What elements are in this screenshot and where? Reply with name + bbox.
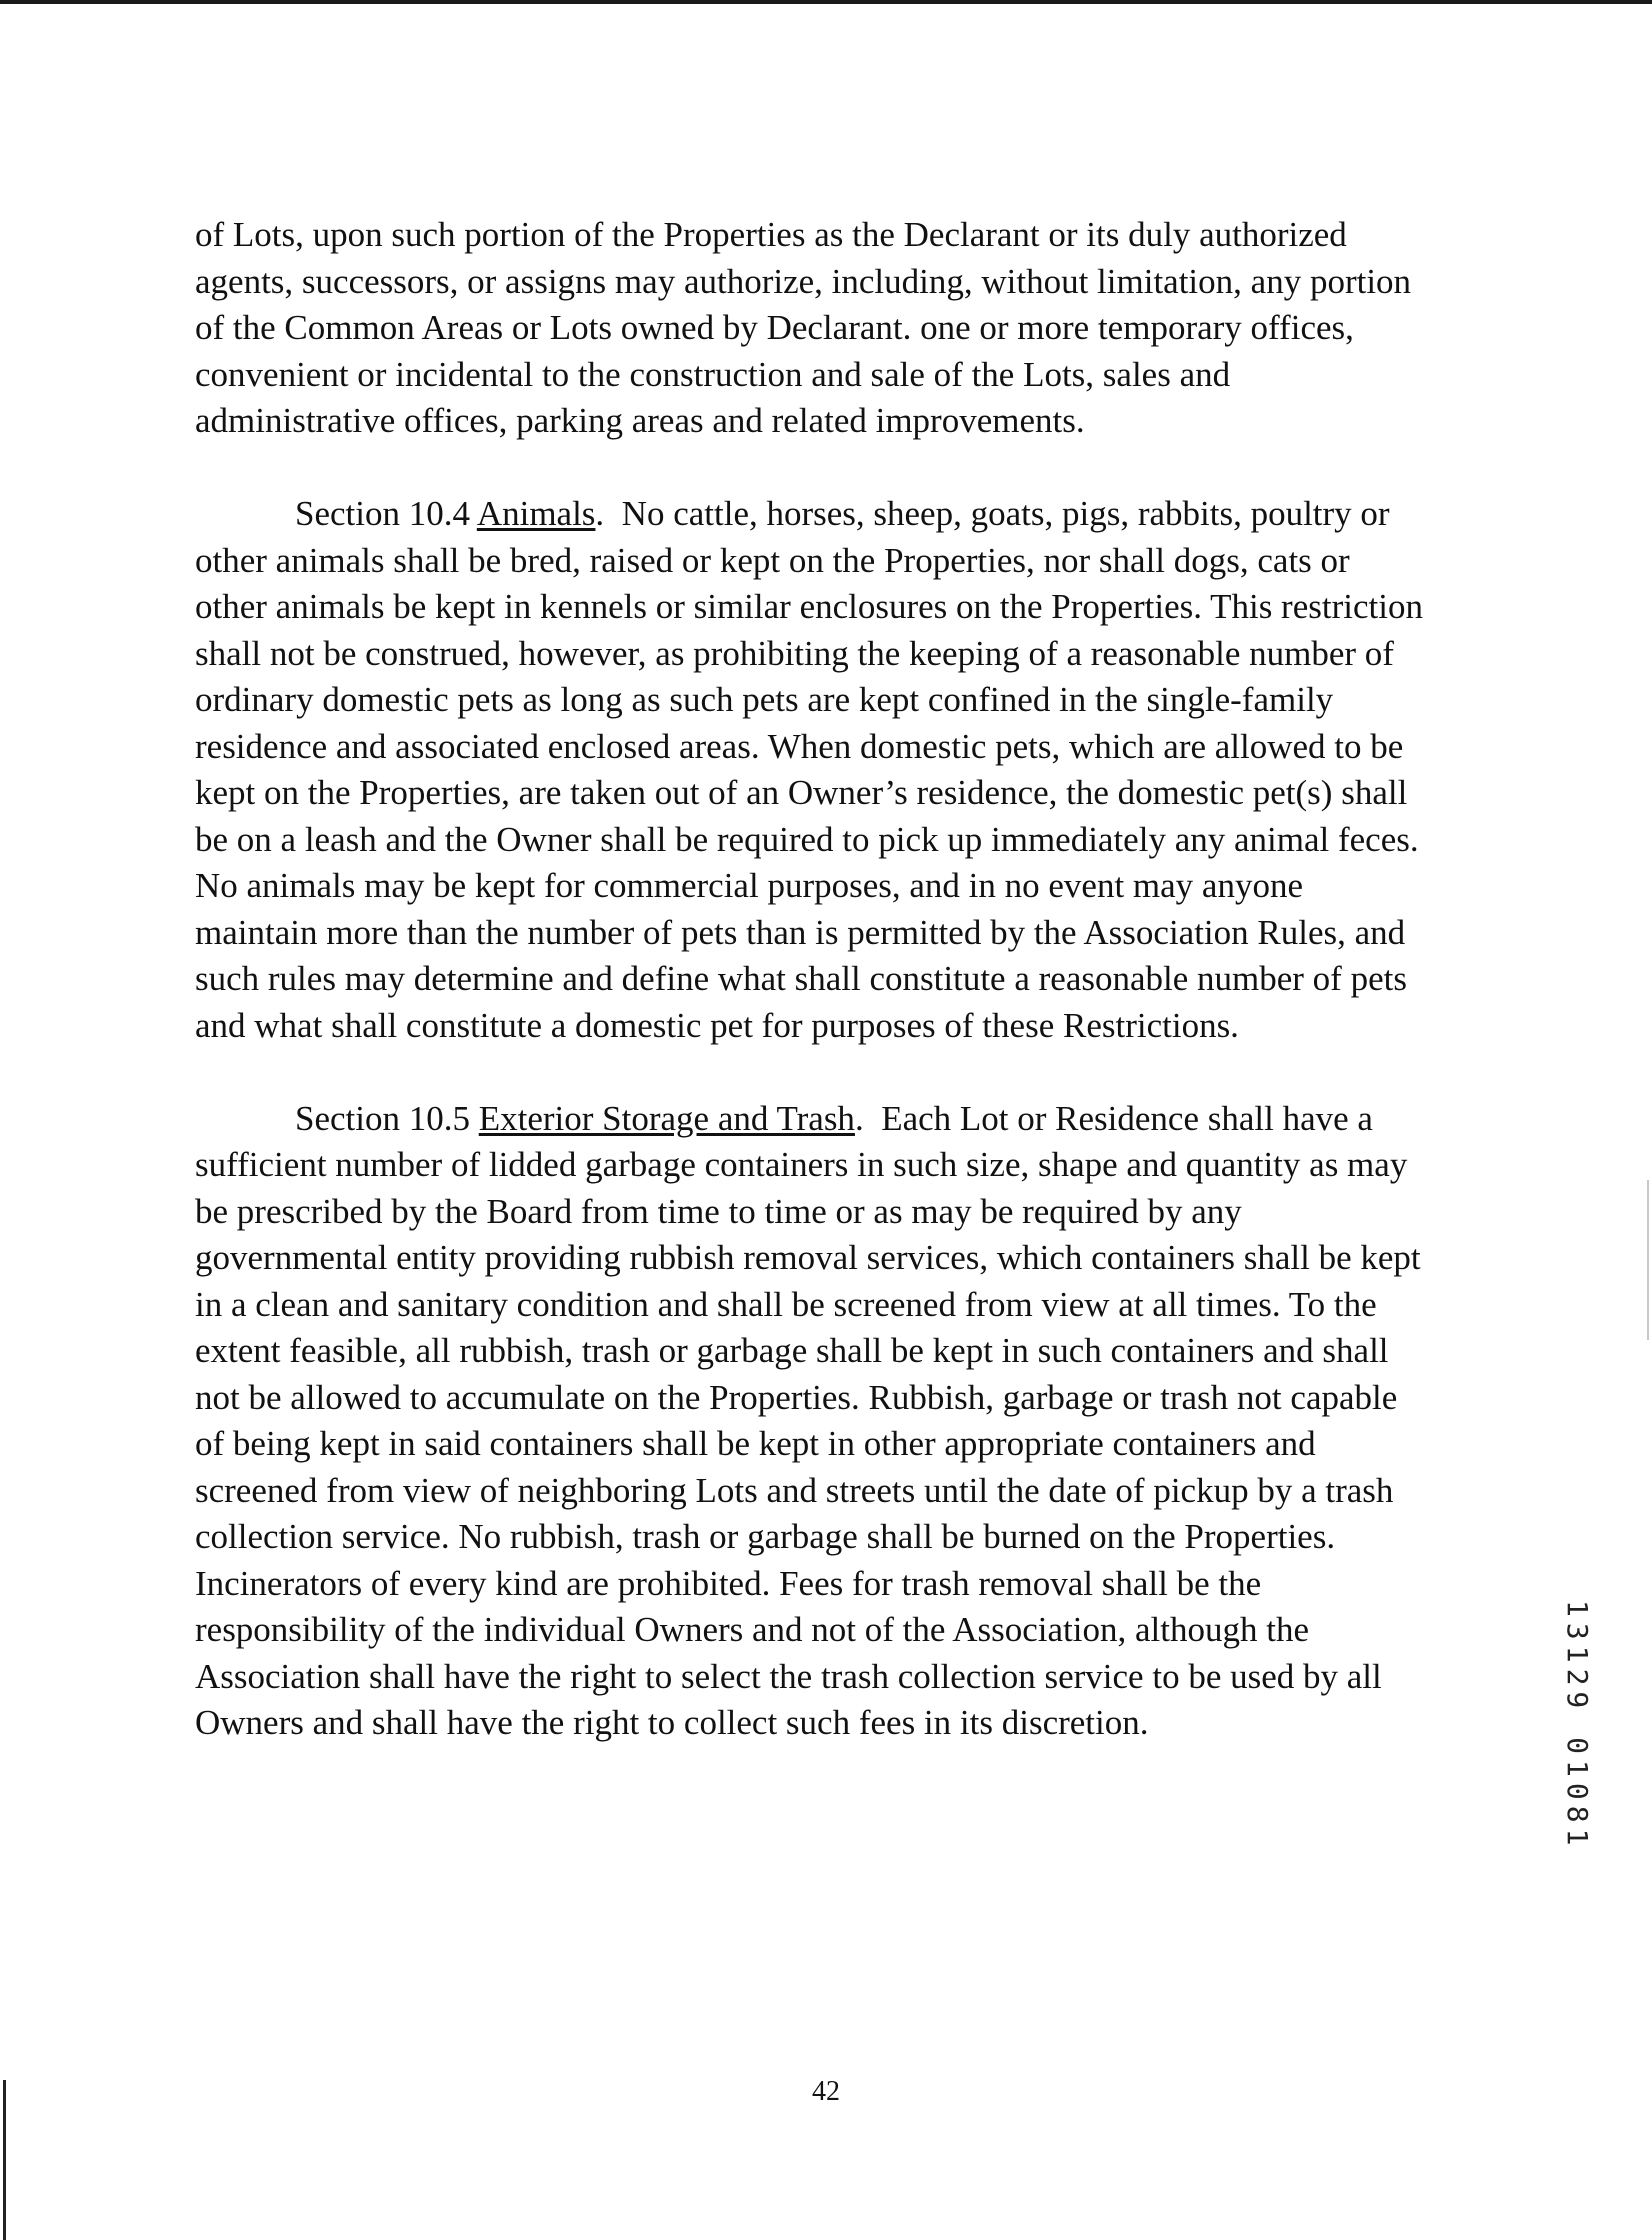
section-number: Section 10.4	[295, 494, 470, 533]
margin-stamp-text: 13129 01081	[1561, 1600, 1594, 1852]
section-text: Each Lot or Residence shall have a sufficient number of lidded garbage containers in such size, shape and quantity as may be prescribed by the Board from time to time or as may be required by any governmental entity providing rubbish removal services, which containers shall be kept in a clean and sanitary condition and shall be screened from view at all times. To the extent feasible, all rubbish, trash or garbage shall be kept in such containers and shall not be allowed to accumulate on the Properties. Rubbish, garbage or trash not capable of being kept in said containers shall be kept in other appropriate containers and screened from view of neighboring Lots and streets until the date of pickup by a trash collection service. No rubbish, trash or garbage shall be burned on the Properties. Incinerators of every kind are prohibited. Fees for trash removal shall be the responsibility of the individual Owners and not of the Association, although the Association shall have the right to select the trash collection service to be used by all Owners and shall have the right to collect such fees in its discretion.	[195, 1098, 1421, 1742]
top-scan-border	[0, 0, 1652, 4]
section-text: No cattle, horses, sheep, goats, pigs, rabbits, poultry or other animals shall be bred, raised or kept on the Properties, nor shall dogs, cats or other animals be kept in kennels or similar enclosures on the Properties. This restriction shall not be construed, however, as prohibiting the keeping of a reasonable number of ordinary domestic pets as long as such pets are kept confined in the single-family residence and associated enclosed areas. When domestic pets, which are allowed to be kept on the Properties, are taken out of an Owner’s residence, the domestic pet(s) shall be on a leash and the Owner shall be required to pick up immediately any animal feces. No animals may be kept for commercial purposes, and in no event may anyone maintain more than the number of pets than is permitted by the Association Rules, and such rules may determine and define what shall constitute a reasonable number of pets and what shall constitute a domestic pet for purposes of these Restrictions.	[195, 494, 1423, 1045]
section-10-5: Section 10.5 Exterior Storage and Trash. Each Lot or Residence shall have a sufficient number of lidded garbage containers in such size, shape and quantity as may be prescribed by the Board from time to time or as may be required by any governmental entity providing rubbish removal services, which containers shall be kept in a clean and sanitary condition and shall be screened from view at all times. To the extent feasible, all rubbish, trash or garbage shall be kept in such containers and shall not be allowed to accumulate on the Properties. Rubbish, garbage or trash not capable of being kept in said containers shall be kept in other appropriate containers and screened from view of neighboring Lots and streets until the date of pickup by a trash collection service. No rubbish, trash or garbage shall be burned on the Properties. Incinerators of every kind are prohibited. Fees for trash removal shall be the responsibility of the individual Owners and not of the Association, although the Association shall have the right to select the trash collection service to be used by all Owners and shall have the right to collect such fees in its discretion.	[195, 1098, 1421, 1742]
page-number: 42	[812, 2076, 840, 2107]
section-heading: Exterior Storage and Trash	[478, 1098, 855, 1138]
right-scan-edge	[1647, 1180, 1649, 1340]
section-number: Section 10.5	[295, 1098, 470, 1138]
section-10-4: Section 10.4 Animals. No cattle, horses, sheep, goats, pigs, rabbits, poultry or other animals shall be bred, raised or kept on the Properties, nor shall dogs, cats or other animals be kept in kennels or similar enclosures on the Properties. This restriction shall not be construed, however, as prohibiting the keeping of a reasonable number of ordinary domestic pets as long as such pets are kept confined in the single-family residence and associated enclosed areas. When domestic pets, which are allowed to be kept on the Properties, are taken out of an Owner’s residence, the domestic pet(s) shall be on a leash and the Owner shall be required to pick up immediately any animal feces. No animals may be kept for commercial purposes, and in no event may anyone maintain more than the number of pets than is permitted by the Association Rules, and such rules may determine and define what shall constitute a reasonable number of pets and what shall constitute a domestic pet for purposes of these Restrictions.	[195, 494, 1423, 1045]
document-body	[195, 212, 1425, 1793]
paragraph-continuation: of Lots, upon such portion of the Properties as the Declarant or its duly authorized agents, successors, or assigns may authorize, including, without limitation, any portion of the Common Areas or Lots owned by Declarant. one or more temporary offices, convenient or incidental to the construction and sale of the Lots, sales and administrative offices, parking areas and related improvements.	[195, 215, 1412, 440]
margin-stamp	[1561, 1600, 1630, 1900]
section-heading: Animals	[476, 494, 596, 533]
